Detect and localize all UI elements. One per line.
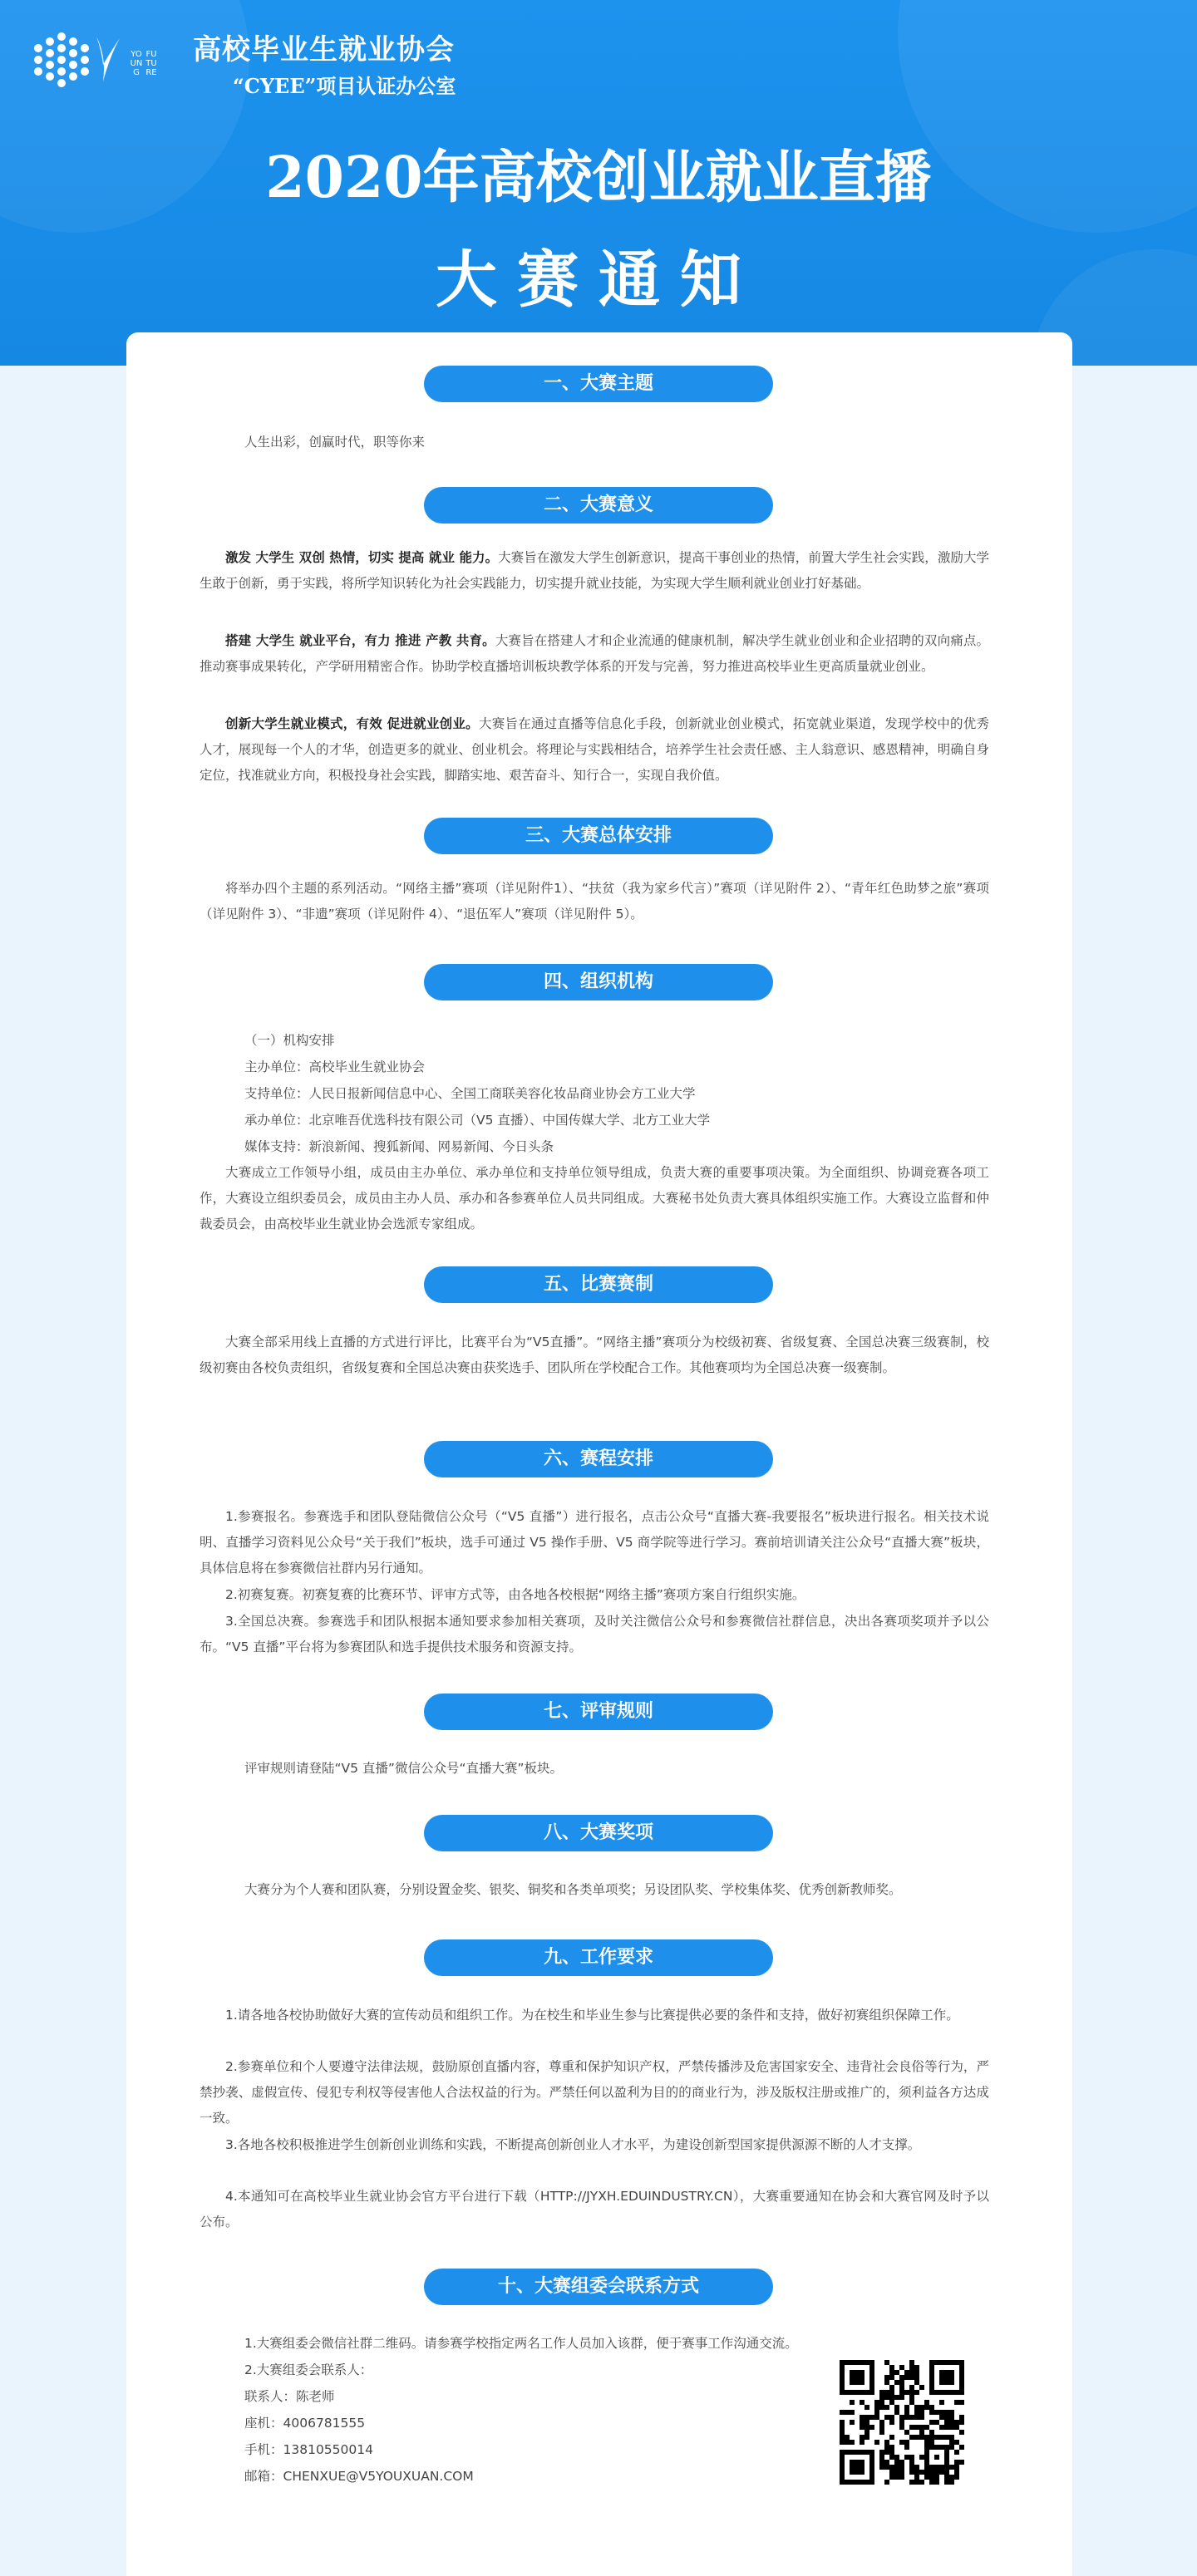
section-title-arrangement: 三、大赛总体安排 <box>424 818 773 854</box>
requirement-3: 3.各地各校积极推进学生创新创业训练和实践，不断提高创新创业人才水平，为建设创新型国家提供源源不断的人才支撑。 <box>225 2137 921 2152</box>
schedule-item-3: 3.全国总决赛。参赛选手和团队根据本通知要求参加相关赛项，及时关注微信公众号和参赛微信社群信息，决出各赛项奖项并予以公布。“V5 直播”平台将为参赛团队和选手提供技术服务和资源支持。 <box>200 1614 989 1654</box>
significance-2-bold: 搭建 大学生 就业平台，有力 推进 产教 共育。 <box>225 633 495 648</box>
section-title-awards: 八、大赛奖项 <box>424 1815 773 1851</box>
format-text: 大赛全部采用线上直播的方式进行评比，比赛平台为“V5直播”。“网络主播”赛项分为校级初赛、省级复赛、全国总决赛三级赛制，校级初赛由各校负责组织，省级复赛和全国总决赛由获奖选手、团队所在学校配合工作。其他赛项均为全国总决赛一级赛制。 <box>200 1335 989 1375</box>
logo-text-young: YOUNG <box>130 50 143 77</box>
arrangement-text: 将举办四个主题的系列活动。“网络主播”赛项（详见附件1）、“扶贫（我为家乡代言）”赛项（详见附件 2）、“青年红色助梦之旅”赛项（详见附件 3）、“非遗”赛项（详见附件 4）、“退伍军人”赛项（详见附件 5）。 <box>200 881 989 922</box>
schedule-item-1: 1.参赛报名。参赛选手和团队登陆微信公众号（“V5 直播”）进行报名，点击公众号“直播大赛-我要报名”板块进行报名。相关技术说明、直播学习资料见公众号“关于我们”板块，选手可通过 V5 操作手册、V5 商学院等进行学习。赛前培训请关注公众号“直播大赛”板块，具体信息将在参赛微信社群内另行通知。 <box>200 1509 989 1576</box>
org-name: 高校毕业生就业协会 <box>193 33 455 66</box>
page-title-line2: 大赛通知 <box>436 244 761 316</box>
wechat-group-qr-code <box>840 2360 964 2485</box>
page-title-line1: 2020年高校创业就业直播 <box>265 145 932 211</box>
contact-person: 联系人：陈老师 <box>244 2389 335 2404</box>
significance-3-bold: 创新大学生就业模式，有效 促进就业创业。 <box>225 716 479 731</box>
awards-text: 大赛分为个人赛和团队赛，分别设置金奖、银奖、铜奖和各类单项奖；另设团队奖、学校集体奖、优秀创新教师奖。 <box>244 1882 902 1897</box>
requirement-4: 4.本通知可在高校毕业生就业协会官方平台进行下载（HTTP://JYXH.EDUINDUSTRY.CN），大赛重要通知在协会和大赛官网及时予以公布。 <box>200 2189 989 2229</box>
header-banner <box>0 0 1197 366</box>
section-title-requirements: 九、工作要求 <box>424 1939 773 1976</box>
significance-2-text: 大赛旨在搭建人才和企业流通的健康机制，解决学生就业创业和企业招聘的双向痛点。推动赛事成果转化，产学研用精密合作。协助学校直播培训板块教学体系的开发与完善，努力推进高校毕业生更高质量就业创业。 <box>200 633 989 674</box>
section-title-schedule: 六、赛程安排 <box>424 1441 773 1477</box>
significance-paragraph-1 <box>200 545 989 597</box>
org-subtitle: “CYEE”项目认证办公室 <box>233 74 456 98</box>
contact-landline: 座机：4006781555 <box>244 2416 366 2431</box>
org-line-2: 主办单位：高校毕业生就业协会 <box>244 1059 426 1074</box>
logo-text-future: FUTURE <box>145 50 157 77</box>
contact-email: 邮箱：CHENXUE@V5YOUXUAN.COM <box>244 2469 474 2484</box>
contact-line-2: 2.大赛组委会联系人： <box>244 2362 373 2377</box>
theme-text: 人生出彩，创赢时代，职等你来 <box>244 435 426 450</box>
org-line-1: （一）机构安排 <box>244 1033 335 1048</box>
association-logo <box>27 23 126 93</box>
schedule-item-2: 2.初赛复赛。初赛复赛的比赛环节、评审方式等，由各地各校根据“网络主播”赛项方案自行组织实施。 <box>225 1587 805 1602</box>
significance-paragraph-2 <box>200 628 989 680</box>
requirement-2: 2.参赛单位和个人要遵守法律法规，鼓励原创直播内容，尊重和保护知识产权，严禁传播涉及危害国家安全、违背社会良俗等行为，严禁抄袭、虚假宣传、侵犯专利权等侵害他人合法权益的行为。严禁任何以盈利为目的的商业行为，涉及版权注册或推广的，须利益各方达成一致。 <box>200 2059 989 2126</box>
contact-line-1: 1.大赛组委会微信社群二维码。请参赛学校指定两名工作人员加入该群，便于赛事工作沟通交流。 <box>244 2336 798 2351</box>
section-title-theme: 一、大赛主题 <box>424 366 773 402</box>
section-title-review: 七、评审规则 <box>424 1694 773 1730</box>
org-line-3: 支持单位：人民日报新闻信息中心、全国工商联美容化妆品商业协会方工业大学 <box>244 1086 696 1101</box>
review-text: 评审规则请登陆“V5 直播”微信公众号“直播大赛”板块。 <box>244 1761 564 1776</box>
section-title-organization: 四、组织机构 <box>424 964 773 1000</box>
requirement-1: 1.请各地各校协助做好大赛的宣传动员和组织工作。为在校生和毕业生参与比赛提供必要的条件和支持，做好初赛组织保障工作。 <box>225 2008 959 2023</box>
section-title-significance: 二、大赛意义 <box>424 487 773 524</box>
org-line-5: 媒体支持：新浪新闻、搜狐新闻、网易新闻、今日头条 <box>244 1139 554 1154</box>
significance-1-text: 大赛旨在激发大学生创新意识，提高干事创业的热情，前置大学生社会实践，激励大学生敢于创新，勇于实践，将所学知识转化为社会实践能力，切实提升就业技能，为实现大学生顺利就业创业打好基础。 <box>200 550 989 591</box>
significance-1-bold: 激发 大学生 双创 热情，切实 提高 就业 能力。 <box>225 550 499 565</box>
org-paragraph: 大赛成立工作领导小组，成员由主办单位、承办单位和支持单位领导组成，负责大赛的重要事项决策。为全面组织、协调竞赛各项工作，大赛设立组织委员会，成员由主办人员、承办和各参赛单位人员共同组成。大赛秘书处负责大赛具体组织实施工作。大赛设立监督和仲裁委员会，由高校毕业生就业协会选派专家组成。 <box>200 1165 989 1231</box>
section-title-format: 五、比赛赛制 <box>424 1266 773 1303</box>
section-title-contact: 十、大赛组委会联系方式 <box>424 2269 773 2305</box>
significance-3-text: 大赛旨在通过直播等信息化手段，创新就业创业模式，拓宽就业渠道，发现学校中的优秀人才，展现每一个人的才华，创造更多的就业、创业机会。将理论与实践相结合，培养学生社会责任感、主人翁意识、感恩精神，明确自身定位，找准就业方向，积极投身社会实践，脚踏实地、艰苦奋斗、知行合一，实现自我价值。 <box>200 716 989 783</box>
contact-mobile: 手机：13810550014 <box>244 2442 373 2457</box>
significance-paragraph-3 <box>200 711 989 789</box>
org-line-4: 承办单位：北京唯吾优选科技有限公司（V5 直播）、中国传媒大学、北方工业大学 <box>244 1113 711 1128</box>
